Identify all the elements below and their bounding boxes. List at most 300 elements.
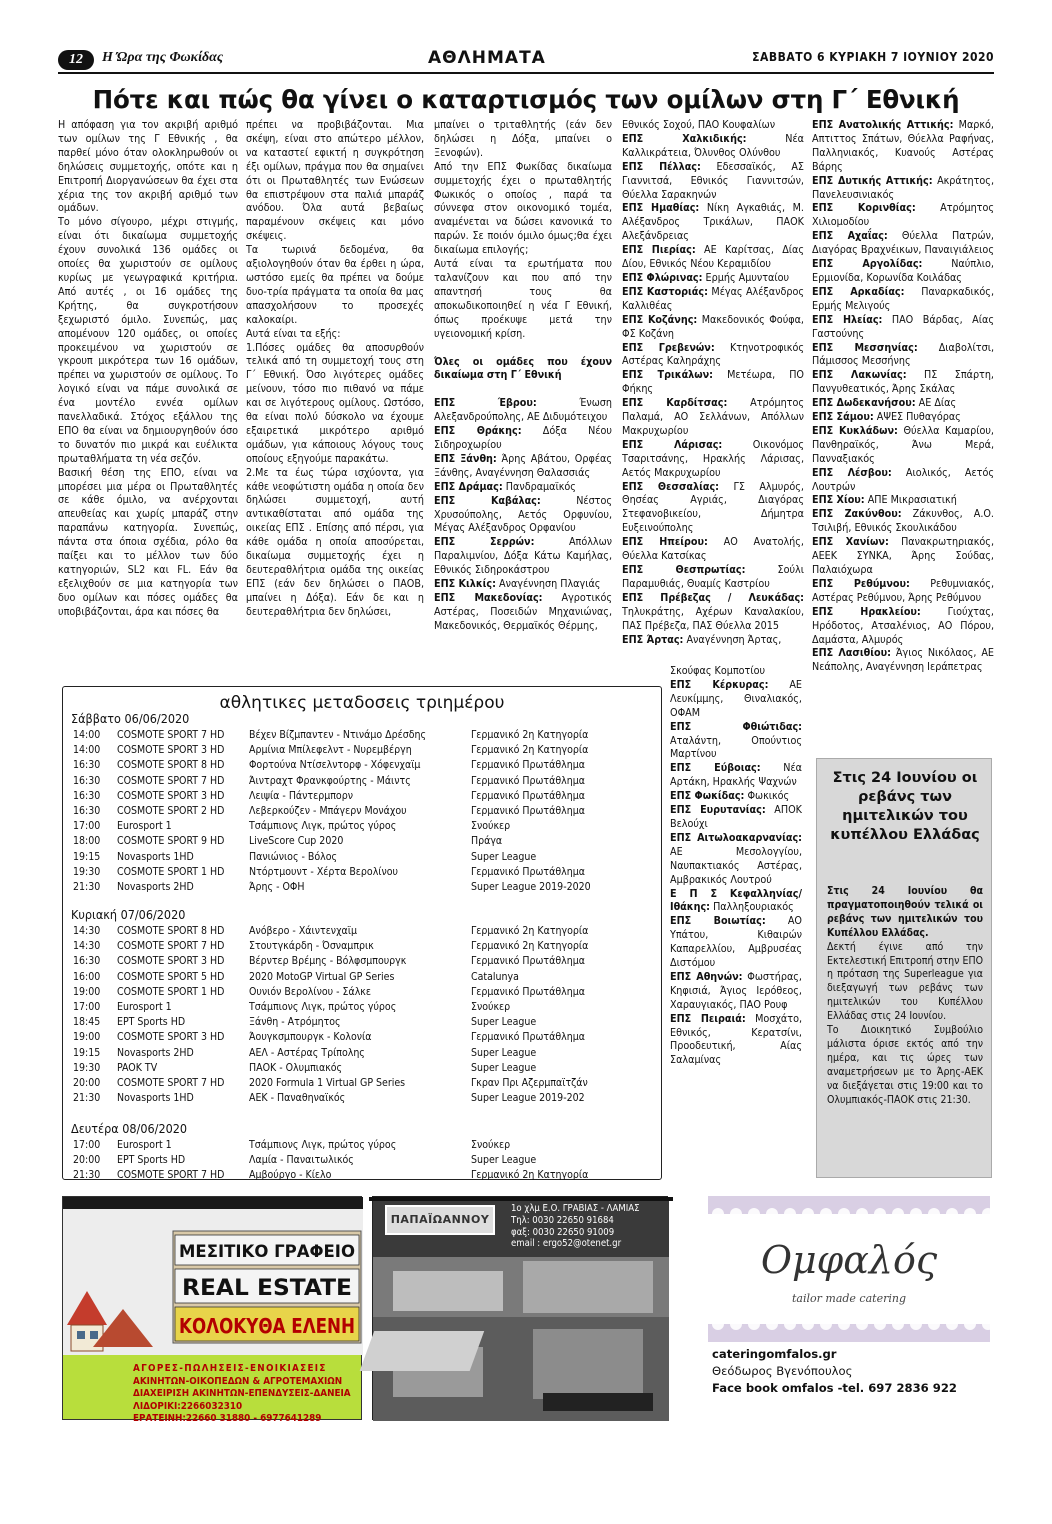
article-paragraph: Αυτά είναι τα εξής: bbox=[246, 326, 341, 340]
team-names: Ατρόμητος Παλαμά, ΑΟ Σελλάνων, Απόλλων Μακρυχωρίου bbox=[622, 396, 804, 437]
article-column-5 bbox=[812, 118, 994, 674]
broadcast-event: ΠΑΟΚ - Ολυμπιακός bbox=[249, 1061, 343, 1074]
cup-news-paragraph: Το Διοικητικό Συμβούλιο μάλιστα όρισε εκτός από την ημέρα, και τις ώρες των αναμετρήσεων με το Άρης-ΑΕΚ να διεξάγεται στις 19:00 και το Ολυμπιακός-ΠΑΟΚ στις 21:30. bbox=[827, 1024, 983, 1106]
broadcast-channel: COSMOTE SPORT 8 HD bbox=[117, 925, 225, 937]
team-names: ΑΕ Δίας bbox=[918, 396, 957, 410]
broadcast-event: Άρης - ΟΦΗ bbox=[249, 880, 305, 893]
newspaper-name: Η Ώρα της Φωκίδας bbox=[102, 50, 224, 65]
team-list-entry bbox=[622, 535, 804, 563]
tv-listing-row bbox=[73, 1168, 653, 1183]
real-estate-line: ΑΓΟΡΕΣ-ΠΩΛΗΣΕΙΣ-ΕΝΟΙΚΙΑΣΕΙΣ bbox=[133, 1363, 327, 1374]
team-list-entry bbox=[622, 480, 804, 536]
tv-listing-row bbox=[73, 1015, 653, 1030]
federation-label: Ε Π Σ Κεφαλληνίας/Ιθάκης: bbox=[670, 886, 802, 914]
spacer bbox=[434, 341, 612, 355]
tv-listing-row bbox=[73, 804, 653, 819]
team-list-entry bbox=[622, 160, 804, 202]
tv-day-heading: Σάββατο 06/06/2020 bbox=[71, 711, 190, 726]
team-names: Αναγέννηση Άρτας, bbox=[686, 632, 782, 646]
team-list-entry bbox=[434, 577, 612, 591]
federation-label: ΕΠΣ Φωκίδας: bbox=[670, 789, 745, 803]
federation-label: ΕΠΣ Θεσπρωτίας: bbox=[622, 563, 746, 576]
article-paragraph: μπαίνει ο τριταθλητής (εάν δεν δηλώσει η Δόξα, μπαίνει ο Ξενοφών). bbox=[434, 118, 612, 159]
broadcast-channel: COSMOTE SPORT 7 HD bbox=[117, 940, 225, 953]
tv-listing-row bbox=[73, 1061, 653, 1076]
broadcast-category: Γερμανικό Πρωτάθλημα bbox=[471, 804, 585, 817]
team-list-entry bbox=[812, 605, 994, 647]
broadcast-time: 18:00 bbox=[73, 835, 101, 848]
broadcast-channel: COSMOTE SPORT 7 HD bbox=[117, 774, 225, 787]
team-list-entry bbox=[622, 633, 804, 647]
team-list-entry bbox=[670, 831, 802, 887]
company-address: 1ο χλμ Ε.Ο. ΓΡΑΒΙΑΣ - ΛΑΜΙΑΣ bbox=[511, 1203, 640, 1214]
federation-label: ΕΠΣ Ηλείας: bbox=[812, 312, 883, 326]
broadcast-category: Πράγα bbox=[471, 835, 503, 848]
team-names: Άγιος Νικόλαος, ΑΕ Νεάπολης, Αναγέννηση Ιεράπετρας bbox=[812, 646, 994, 674]
tv-listing-row bbox=[73, 834, 653, 849]
federation-label: ΕΠΣ Κιλκίς: bbox=[434, 577, 496, 591]
construction-company-ad bbox=[372, 1196, 668, 1420]
team-names: Κτηνοτροφικός Αστέρας Καληράχης bbox=[622, 340, 804, 368]
team-list-entry bbox=[812, 424, 994, 466]
team-names: Ατρόμητος Χιλιομοδίου bbox=[812, 201, 994, 229]
broadcast-channel: COSMOTE SPORT 7 HD bbox=[117, 1076, 225, 1089]
federation-label: ΕΠΣ Φθιώτιδας: bbox=[670, 719, 802, 733]
broadcast-time: 21:30 bbox=[73, 1092, 101, 1105]
team-names: ΑΕ Καρίτσας, Δίας Δίου, Εθνικός Νέου Κεραμιδίου bbox=[622, 243, 805, 271]
team-list-entry bbox=[812, 341, 994, 369]
federation-label: ΕΠΣ Τρικάλων: bbox=[622, 368, 714, 382]
federation-label: ΕΠΣ Κέρκυρας: bbox=[670, 677, 769, 691]
team-list-entry bbox=[812, 368, 994, 396]
broadcast-category: Γερμανικό 2η Κατηγορία bbox=[471, 1169, 589, 1182]
team-list-entry bbox=[812, 410, 994, 424]
team-names: Νίκη Αγκαθιάς, Μ. Αλέξανδρος Τρικάλων, ΠΑΟΚ Αλεξάνδρειας bbox=[622, 201, 804, 243]
federation-label: ΕΠΣ Ζακύνθου: bbox=[812, 507, 902, 521]
broadcast-time: 19:30 bbox=[73, 865, 101, 878]
federation-label: ΕΠΣ Μακεδονίας: bbox=[434, 591, 543, 604]
team-list-entry bbox=[622, 438, 804, 480]
tv-listing-row bbox=[73, 789, 653, 804]
federation-label: ΕΠΣ Άρτας: bbox=[622, 632, 684, 646]
federation-label: ΕΠΣ Καρδίτσας: bbox=[622, 396, 728, 410]
broadcast-channel: Novasports 2HD bbox=[117, 880, 194, 893]
catering-website[interactable]: cateringomfalos.gr bbox=[712, 1347, 837, 1361]
tv-listing-row bbox=[73, 819, 653, 834]
page-header bbox=[58, 48, 994, 74]
team-names: Θύελλα Πατρών, Διαγόρας Βραχνέικων, Παναιγιάλειος bbox=[812, 229, 994, 257]
broadcast-channel: COSMOTE SPORT 8 HD bbox=[117, 759, 225, 772]
team-list bbox=[670, 664, 802, 1067]
article-paragraph: 2.Με τα έως τώρα ισχύοντα, για κάθε νεοφώτιστη ομάδα η οποία δεν δηλώσει συμμετοχή, αυτή αντικαθίσταται από ομάδα της οικείας ΕΠΣ . Επίσης από πέρσι, για κάθε ομάδα η οποία αποσύρεται, δικαίωμα συμμετοχής έχει η δευτεραθλήτρια ομάδα της οικείας ΕΠΣ (εάν δεν δηλώσει ο ΠΑΟΒ, μπαίνει η Δόξα). Εάν δε και η δευτεραθλήτρια δεν δηλώσει, bbox=[246, 465, 424, 618]
article-paragraph: πρέπει να προβιβάζονται. Μια σκέψη, είναι στο απώτερο μέλλον, να καταστεί εφικτή η συγκρότηση έξι ομίλων, πράγμα που θα σημαίνει ότι οι Πρωταθλητές των Ενώσεων θα επιστρέψουν στα παλιά μπαράζ ανόδου. Όλα αυτά βεβαίως παραμένουν σκέψεις και μόνο σκέψεις. bbox=[246, 118, 424, 243]
team-names: ΑΠΟΚ Βελούχι bbox=[670, 803, 802, 830]
company-email: email : ergo52@otenet.gr bbox=[511, 1238, 622, 1250]
team-list-entry bbox=[622, 368, 804, 396]
article-column-4-lower bbox=[670, 664, 802, 1067]
team-names: Ακράτητος, Πανελευσινιακός bbox=[812, 173, 994, 201]
broadcast-category: Γερμανικό 2η Κατηγορία bbox=[471, 729, 589, 741]
federation-label: ΕΠΣ Βοιωτίας: bbox=[670, 914, 766, 928]
team-names: Νέα Καλλικράτεια, Όλυνθος Ολύνθου bbox=[622, 131, 804, 159]
cup-news-lead: Στις 24 Ιουνίου θα πραγματοποιηθούν τελικά οι ρεβάνς των ημιτελικών του Κυπέλλου Ελλάδας. bbox=[827, 885, 983, 939]
tv-listing-row bbox=[73, 954, 653, 969]
tv-listings-title: αθλητικες μεταδοσεις τριημέρου bbox=[219, 693, 505, 713]
team-names: Σούλι Παραμυθιάς, Θυαμίς Καστρίου bbox=[622, 563, 804, 590]
team-names: Δόξα Νέου Σιδηροχωρίου bbox=[434, 424, 612, 452]
team-list-entry bbox=[812, 577, 994, 605]
broadcast-time: 18:45 bbox=[73, 1016, 101, 1029]
broadcast-time: 16:30 bbox=[73, 759, 101, 772]
team-list-entry bbox=[812, 257, 994, 285]
cup-news-paragraph: Δεκτή έγινε από την Εκτελεστική Επιτροπή στην ΕΠΟ η πρόταση της Superleague για διεξαγωγή των ρεβάνς των ημιτελικών του Κυπέλλου Ελλάδας στις 24 Ιουνίου. bbox=[827, 940, 983, 1023]
tv-listing-row bbox=[73, 728, 653, 743]
team-names: Νέα Αρτάκη, Ηρακλής Ψαχνών bbox=[670, 761, 802, 789]
real-estate-photo bbox=[63, 1197, 363, 1355]
broadcast-time: 16:30 bbox=[73, 955, 101, 968]
team-list-entry bbox=[812, 201, 994, 229]
federation-label: ΕΠΣ Κυκλάδων: bbox=[812, 423, 898, 437]
broadcast-time: 17:00 bbox=[73, 1139, 101, 1151]
broadcast-category: Γερμανικό 2η Κατηγορία bbox=[471, 744, 589, 757]
broadcast-channel: COSMOTE SPORT 5 HD bbox=[117, 970, 225, 983]
team-names: ΑΕ Μεσολογγίου, Ναυπακτιακός Αστέρας, Αμβρακικός Λουτρού bbox=[670, 844, 802, 886]
federation-label: ΕΠΣ Ημαθίας: bbox=[622, 201, 700, 215]
real-estate-ad bbox=[62, 1196, 362, 1425]
article-column-1 bbox=[58, 118, 238, 619]
article-paragraph: Το μόνο σίγουρο, μέχρι στιγμής, είναι ότι δικαίωμα συμμετοχής έχουν συνολικά 136 ομάδες οι οποίες θα χωριστούν σε ομίλους κυρίως με γεωγραφικά κριτήρια. Από αυτές , οι 16 ομάδες της Κρήτης, θα συγκροτήσουν ξεχωριστό όμιλο. Συνεπώς, μας απομένουν 120 ομάδες, οι οποίες προκειμένου να χωριστούν σε γκρουπ μικρότερα των 16 ομάδων, πρέπει να χωριστούν σε ομίλους. Το λογικό είναι να πάμε συνολικά σε ένα μοντέλο εννέα ομίλων πανελλαδικά. Στόχος εξάλλου της ΕΠΟ θα είναι να δημιουργηθούν όσο το δυνατόν πιο μικρά και ευέλικτα πρωταθλήματα τη νέα σεζόν. bbox=[58, 215, 238, 465]
federation-label: ΕΠΣ Ηπείρου: bbox=[622, 535, 708, 549]
federation-label: ΕΠΣ Πειραιά: bbox=[670, 1011, 746, 1025]
team-list-entry bbox=[434, 591, 612, 633]
broadcast-event: Λαμία - Παναιτωλικός bbox=[249, 1154, 354, 1167]
company-contact bbox=[511, 1203, 661, 1250]
broadcast-event: LiveScore Cup 2020 bbox=[249, 835, 344, 848]
team-list-entry bbox=[434, 424, 612, 452]
team-list-entry bbox=[812, 507, 994, 535]
team-list-entry bbox=[622, 271, 804, 285]
broadcast-time: 20:00 bbox=[73, 1154, 101, 1167]
team-list-entry bbox=[812, 466, 994, 494]
federation-label: ΕΠΣ Κοζάνης: bbox=[622, 312, 698, 326]
federation-label: ΕΠΣ Χαλκιδικής: bbox=[622, 131, 747, 145]
team-list-entry bbox=[434, 494, 612, 536]
broadcast-event: Αρμίνια Μπίλεφελντ - Νυρεμβέργη bbox=[249, 744, 412, 757]
team-list-entry bbox=[434, 396, 612, 424]
federation-label: ΕΠΣ Γρεβενών: bbox=[622, 340, 715, 354]
team-list-entry bbox=[434, 480, 612, 494]
article-paragraph: Από την ΕΠΣ Φωκίδας δικαίωμα συμμετοχής έχει ο πρωταθλητής Φωκικός ο οποίος , παρά τα σύννεφα στον οικονομικό τομέα, αναμένεται να δώσει κανονικά το παρών. Σε ποιόν όμιλο όμως;θα έχει δικαίωμα επιλογής; bbox=[434, 159, 612, 257]
team-names: Οικονόμος Τσαριτσάνης, Ηρακλής Λάρισας, Αετός Μακρυχωρίου bbox=[622, 437, 804, 479]
tv-listing-row bbox=[73, 924, 653, 939]
team-list-entry bbox=[622, 285, 804, 313]
broadcast-event: Λεβερκούζεν - Μπάγερν Μονάχου bbox=[249, 804, 407, 817]
team-names: Μετέωρα, ΠΟ Φήκης bbox=[622, 368, 804, 396]
broadcast-event: Φορτούνα Ντίσελντορφ - Χόφενχαϊμ bbox=[249, 759, 421, 772]
team-names: Νέστος Χρυσούπολης, Αετός Ορφυνίου, Μέγας Αλέξανδρος Ορφανίου bbox=[434, 493, 612, 535]
team-list-entry bbox=[622, 201, 804, 243]
team-names: Μαρκό, Απτιττος Σπάτων, Θύελλα Ραφήνας, Παλληνιακός, Κυανούς Αστέρας Βάρης bbox=[812, 118, 994, 173]
team-list-entry bbox=[670, 914, 802, 970]
broadcast-category: Super League bbox=[471, 1016, 537, 1029]
broadcast-event: Τσάμπιονς Λιγκ, πρώτος γύρος bbox=[249, 820, 397, 833]
broadcast-category: Γερμανικό Πρωτάθλημα bbox=[471, 1031, 585, 1044]
team-names: Ερμής Αμυνταίου bbox=[705, 270, 790, 284]
real-estate-line: ΔΙΑΧΕΙΡΙΣΗ ΑΚΙΝΗΤΩΝ-ΕΠΕΝΔΥΣΕΙΣ-ΔΑΝΕΙΑ bbox=[133, 1388, 351, 1400]
article-paragraph: 1.Πόσες ομάδες θα αποσυρθούν τελικά από τη συμμετοχή τους στη Γ΄ Εθνική. Όσο λιγότερες ομάδες μείνουν, τόσο πιο πιθανό να πάμε και σε λιγότερους ομίλους. Ωστόσο, θα είναι πολύ δύσκολο να έχουμε εξαιρετικά μικρότερο αριθμό ομάδων, για κάποιους λόγους τους οποίους εξηγούμε παρακάτω. bbox=[246, 340, 424, 465]
team-list-entry bbox=[670, 720, 802, 762]
team-names: Διαβολίτσι, Πάμισσος Μεσσήνης bbox=[812, 340, 994, 368]
broadcast-category: Γερμανικό Πρωτάθλημα bbox=[471, 865, 585, 878]
catering-person: Θεόδωρος Βγενόπουλος bbox=[712, 1363, 853, 1378]
team-list-entry bbox=[622, 591, 804, 633]
federation-label: ΕΠΣ Λέσβου: bbox=[812, 465, 892, 479]
team-names: Τηλυκράτης, Αχέρων Καναλακίου, ΠΑΣ Πρέβεζα, ΠΑΣ Θύελλα 2015 bbox=[622, 604, 804, 632]
broadcast-event: Λειψία - Πάντερμπορν bbox=[249, 789, 353, 802]
team-list bbox=[622, 118, 804, 646]
team-list-entry bbox=[434, 535, 612, 577]
real-estate-line: ΑΚΙΝΗΤΩΝ-ΟΙΚΟΠΕΔΩΝ & ΑΓΡΟΤΕΜΑΧΙΩΝ bbox=[133, 1375, 343, 1387]
team-names: Παναρκαδικός, Ερμής Μελιγούς bbox=[812, 284, 994, 312]
broadcast-event: ΑΕΚ - Παναθηναϊκός bbox=[249, 1092, 346, 1105]
team-names: Φωκικός bbox=[747, 789, 790, 803]
team-list-subhead: Όλες οι ομάδες που έχουν δικαίωμα στη Γ΄ Εθνική bbox=[434, 354, 612, 382]
broadcast-channel: Eurosport 1 bbox=[117, 1139, 172, 1151]
sign-line-3: ΚΟΛΟΚΥΘΑ ΕΛΕΝΗ bbox=[179, 1314, 355, 1338]
federation-label: ΕΠΣ Φλώρινας: bbox=[622, 270, 703, 284]
broadcast-category: Γκραν Πρι Αζερμπαϊτζάν bbox=[471, 1076, 588, 1089]
tv-day-heading: Κυριακή 07/06/2020 bbox=[71, 907, 186, 922]
team-list-entry bbox=[622, 243, 804, 271]
broadcast-category: Γερμανικό Πρωτάθλημα bbox=[471, 789, 585, 802]
broadcast-event: Αμβούργο - Κίελο bbox=[249, 1169, 332, 1182]
team-names: Αιολικός, Αετός Λουτρών bbox=[812, 465, 994, 493]
team-list-entry bbox=[670, 761, 802, 789]
real-estate-line: ΕΡΑΤΕΙΝΗ:22660 31880 - 6977641289 bbox=[133, 1413, 322, 1425]
broadcast-time: 20:00 bbox=[73, 1076, 101, 1089]
article-column-4 bbox=[622, 118, 804, 646]
article-column-2 bbox=[246, 118, 424, 619]
broadcast-event: ΑΕΛ - Αστέρας Τρίπολης bbox=[249, 1046, 365, 1059]
broadcast-channel: Eurosport 1 bbox=[117, 820, 172, 833]
team-names: ΑΟ Υπάτου, Κιθαιρών Καπαρελλίου, Αμβρυσέας Διστόμου bbox=[670, 914, 802, 970]
tv-listings-box bbox=[62, 686, 662, 1180]
team-list-entry bbox=[812, 493, 994, 507]
company-fax: φαξ: 0030 22650 91009 bbox=[511, 1226, 615, 1238]
broadcast-channel: COSMOTE SPORT 2 HD bbox=[117, 804, 225, 817]
broadcast-event: Άουγκσμπουργκ - Κολονία bbox=[249, 1031, 372, 1044]
team-names: ΠΣ Σπάρτη, Πανγυθεατικός, Άρης Σκάλας bbox=[812, 368, 994, 396]
tv-listing-row bbox=[73, 743, 653, 758]
federation-label: ΕΠΣ Εύβοιας: bbox=[670, 761, 761, 775]
team-names: Ναύπλιο, Ερμιονίδα, Κορωνίδα Κοιλάδας bbox=[812, 257, 994, 284]
article-headline: Πότε και πώς θα γίνει ο καταρτισμός των ομίλων στη Γ΄ Εθνική bbox=[92, 85, 960, 114]
federation-label: ΕΠΣ Καστοριάς: bbox=[622, 284, 708, 298]
broadcast-category: Γερμανικό Πρωτάθλημα bbox=[471, 985, 585, 998]
broadcast-event: 2020 MotoGP Virtual GP Series bbox=[249, 970, 395, 983]
federation-label: ΕΠΣ Δωδεκανήσου: bbox=[812, 396, 916, 410]
broadcast-category: Super League bbox=[471, 1061, 537, 1074]
tv-listing-row bbox=[73, 865, 653, 880]
tv-listing-row bbox=[73, 939, 653, 954]
sign-line-1: ΜΕΣΙΤΙΚΟ ΓΡΑΦΕΙΟ bbox=[179, 1242, 355, 1262]
article-paragraph: Τα τωρινά δεδομένα, θα αξιολογηθούν όταν θα έρθει η ώρα, ωστόσο εμείς θα πρέπει να δούμε δυο-τρία πράγματα τα οποία θα μας απασχολήσουν το προσεχές καλοκαίρι. bbox=[246, 243, 424, 326]
team-list-entry bbox=[812, 229, 994, 257]
broadcast-channel: COSMOTE SPORT 3 HD bbox=[117, 744, 225, 757]
federation-label: ΕΠΣ Έβρου: bbox=[434, 396, 537, 410]
broadcast-time: 19:00 bbox=[73, 1031, 101, 1044]
broadcast-channel: COSMOTE SPORT 3 HD bbox=[117, 789, 225, 802]
broadcast-channel: COSMOTE SPORT 9 HD bbox=[117, 835, 225, 848]
broadcast-time: 16:30 bbox=[73, 774, 101, 787]
tv-day-rows bbox=[73, 728, 653, 895]
federation-label: ΕΠΣ Καβάλας: bbox=[434, 493, 541, 507]
broadcast-time: 14:30 bbox=[73, 925, 101, 937]
federation-label: ΕΠΣ Πέλλας: bbox=[622, 159, 701, 173]
team-list-entry bbox=[622, 396, 804, 438]
broadcast-time: 14:00 bbox=[73, 744, 101, 757]
federation-label: ΕΠΣ Κορινθίας: bbox=[812, 201, 916, 215]
article-paragraph: Αυτά είναι τα ερωτήματα που ταλανίζουν και που από την απαντησή τους θα αποκωδικοποιηθεί η νέα Γ Εθνική, όπως προέκυψε μετά την υγειονομική κρίση. bbox=[434, 257, 612, 340]
broadcast-event: Τσάμπιονς Λιγκ, πρώτος γύρος bbox=[249, 1139, 397, 1151]
tv-listing-row bbox=[73, 1030, 653, 1045]
federation-label: ΕΠΣ Μεσσηνίας: bbox=[812, 340, 918, 354]
team-names: Πανακρωτηριακός, ΑΕΕΚ ΣΥΝΚΑ, Άρης Σούδας, Παλαιόχωρα bbox=[812, 535, 994, 576]
federation-label: ΕΠΣ Λάρισας: bbox=[622, 437, 723, 451]
team-list-entry bbox=[670, 1012, 802, 1068]
team-names: Αναγέννηση Πλαγιάς bbox=[499, 577, 601, 591]
broadcast-time: 16:30 bbox=[73, 789, 101, 802]
team-list-entry bbox=[622, 341, 804, 369]
broadcast-channel: COSMOTE SPORT 7 HD bbox=[117, 1169, 225, 1182]
broadcast-time: 19:00 bbox=[73, 985, 101, 998]
broadcast-time: 19:30 bbox=[73, 1061, 101, 1074]
broadcast-channel: EPT Sports HD bbox=[117, 1016, 186, 1029]
team-names: Εδεσσαϊκός, ΑΣ Γιαννιτσά, Εθνικός Γιαννιτσών, Θύελλα Σαρακηνών bbox=[622, 159, 804, 201]
team-names: Εθνικός Σοχού, ΠΑΟ Κουφαλίων bbox=[622, 118, 776, 131]
catering-tagline: tailor made catering bbox=[792, 1292, 906, 1305]
article-paragraph: Βασική θέση της ΕΠΟ, είναι να μπορέσει μια μέρα οι Πρωταθλητές σε κάθε όμιλο, να ανέρχονται απευθείας και χωρίς μπαράζ στην παραπάνω κατηγορία. Συνεπώς, πάντα στα όποια σχέδια, ρόλο θα παίξει και το μέλλον των δύο κατηγοριών, SL2 και FL. Εάν θα εξελιχθούν σε μια κατηγορία των δυο ομίλων και πόσες ομάδες θα υποβιβάζονται, άρα και πόσες θα bbox=[58, 465, 238, 618]
team-list-entry bbox=[622, 313, 804, 341]
team-names: ΓΣ Αλμυρός, Θησέας Αγριάς, Διαγόρας Στεφανοβικείου, Δήμητρα Ευξεινούπολης bbox=[622, 479, 804, 535]
tv-listing-row bbox=[73, 1153, 653, 1168]
federation-label: ΕΠΣ Ανατολικής Αττικής: bbox=[812, 118, 954, 131]
team-names: Ένωση Αλεξανδρούπολης, ΑΕ Διδυμότειχου bbox=[434, 396, 612, 424]
team-list-entry bbox=[812, 396, 994, 410]
team-names: ΑΠΕ Μικρασιατική bbox=[867, 493, 957, 507]
broadcast-category: Γερμανικό Πρωτάθλημα bbox=[471, 774, 585, 787]
cup-news-heading: Στις 24 Ιουνίου οι ρεβάνς των ημιτελικών του κυπέλλου Ελλάδας bbox=[830, 770, 980, 843]
team-names: Αγροτικός Αστέρας, Ποσειδών Μηχανιώνας, Μακεδονικός, Θερμαϊκός Θέρμης, bbox=[434, 591, 612, 632]
broadcast-category: Γερμανικό Πρωτάθλημα bbox=[471, 759, 585, 772]
article-column-3 bbox=[434, 118, 612, 633]
team-list-entry bbox=[812, 646, 994, 674]
broadcast-channel: COSMOTE SPORT 1 HD bbox=[117, 985, 225, 998]
team-list-entry bbox=[434, 452, 612, 480]
tv-day-rows bbox=[73, 1138, 653, 1184]
sign-line-2: REAL ESTATE bbox=[182, 1276, 352, 1301]
broadcast-event: Άιντραχτ Φρανκφούρτης - Μάιντς bbox=[249, 774, 411, 787]
tv-listing-row bbox=[73, 1046, 653, 1061]
federation-label: ΕΠΣ Πιερίας: bbox=[622, 243, 696, 257]
broadcast-category: Super League 2019-2020 bbox=[471, 880, 591, 893]
team-list-entry bbox=[812, 174, 994, 202]
article-paragraph: Η απόφαση για τον ακριβή αριθμό των ομίλων της Γ Εθνικής , θα παρθεί μόνο όταν ολοκληρωθούν οι δηλώσεις συμμετοχής, οπότε και η Επιτροπή Διοργανώσεων θα έχει στα χέρια της τον ακριβή αριθμό των ομάδων. bbox=[58, 118, 238, 215]
broadcast-channel: COSMOTE SPORT 3 HD bbox=[117, 1031, 225, 1044]
tv-listing-row bbox=[73, 1076, 653, 1091]
catering-facebook: Face book omfalos -tel. 697 2836 922 bbox=[712, 1380, 957, 1395]
team-names: Φωστήρας, Κηφισιά, Άγιος Ιερόθεος, Χαραυγιακός, ΠΑΟ Ρουφ bbox=[670, 969, 802, 1011]
catering-logo: Ομφαλός bbox=[760, 1238, 938, 1282]
federation-label: ΕΠΣ Λασιθίου: bbox=[812, 646, 891, 660]
broadcast-channel: Eurosport 1 bbox=[117, 1000, 172, 1013]
tv-day-heading: Δευτέρα 08/06/2020 bbox=[71, 1121, 188, 1136]
team-names: Παλληξουριακός bbox=[713, 900, 794, 914]
broadcast-time: 21:30 bbox=[73, 880, 101, 893]
broadcast-time: 17:00 bbox=[73, 1000, 101, 1013]
team-names: ΠΑΟ Βάρδας, Αίας Γαστούνης bbox=[812, 312, 994, 340]
broadcast-category: Super League bbox=[471, 1154, 537, 1167]
spacer bbox=[434, 382, 612, 396]
team-list-entry bbox=[670, 887, 802, 915]
broadcast-event: Τσάμπιονς Λιγκ, πρώτος γύρος bbox=[249, 1000, 397, 1013]
tv-listing-row bbox=[73, 985, 653, 1000]
broadcast-channel: PAOK TV bbox=[117, 1061, 158, 1074]
team-names: Άρης Αβάτου, Ορφέας Ξάνθης, Αναγέννηση Θαλασσιάς bbox=[434, 451, 613, 479]
broadcast-event: Βέχεν Βίζμπαντεν - Ντινάμο Δρέσδης bbox=[249, 729, 427, 741]
tv-listing-row bbox=[73, 758, 653, 773]
tv-listing-row bbox=[73, 1091, 653, 1106]
broadcast-time: 16:30 bbox=[73, 804, 101, 817]
broadcast-event: Βέρντερ Βρέμης - Βόλφσμπουργκ bbox=[249, 955, 407, 968]
broadcast-time: 16:00 bbox=[73, 970, 101, 983]
tv-listing-row bbox=[73, 850, 653, 865]
broadcast-channel: Novasports 1HD bbox=[117, 1092, 194, 1105]
tv-day-rows bbox=[73, 924, 653, 1106]
team-list-entry bbox=[622, 563, 804, 591]
broadcast-channel: Novasports 2HD bbox=[117, 1046, 194, 1059]
tv-listing-row bbox=[73, 880, 653, 895]
broadcast-category: Γερμανικό 2η Κατηγορία bbox=[471, 925, 589, 937]
federation-label: ΕΠΣ Αθηνών: bbox=[670, 969, 743, 983]
team-names: Ζάκυνθος, Α.Ο. Τσιλιβή, Εθνικός Σκουλικάδου bbox=[812, 507, 994, 535]
tv-listing-row bbox=[73, 970, 653, 985]
team-names: Μακεδονικός Φούφα, ΦΣ Κοζάνη bbox=[622, 312, 804, 340]
broadcast-channel: Novasports 1HD bbox=[117, 850, 194, 863]
catering-card bbox=[708, 1196, 990, 1342]
broadcast-category: Σνούκερ bbox=[471, 1139, 511, 1151]
broadcast-category: Super League bbox=[471, 1046, 537, 1059]
team-list-entry bbox=[812, 313, 994, 341]
federation-label: ΕΠΣ Θεσσαλίας: bbox=[622, 479, 720, 493]
team-list-entry bbox=[812, 118, 994, 174]
section-name: ΑΘΛΗΜΑΤΑ bbox=[428, 48, 546, 68]
broadcast-time: 21:30 bbox=[73, 1169, 101, 1182]
broadcast-channel: EPT Sports HD bbox=[117, 1154, 186, 1167]
team-names: ΑΨΕΣ Πυθαγόρας bbox=[876, 410, 961, 424]
broadcast-time: 14:30 bbox=[73, 940, 101, 953]
federation-label: ΕΠΣ Χανίων: bbox=[812, 535, 889, 549]
federation-label: ΕΠΣ Ρεθύμνου: bbox=[812, 576, 910, 590]
broadcast-category: Γερμανικό Πρωτάθλημα bbox=[471, 955, 585, 968]
broadcast-time: 19:15 bbox=[73, 1046, 101, 1059]
issue-date: ΣΑΒΒΑΤΟ 6 ΚΥΡΙΑΚΗ 7 ΙΟΥΝΙΟΥ 2020 bbox=[752, 50, 994, 64]
federation-label: ΕΠΣ Αχαΐας: bbox=[812, 229, 888, 243]
federation-label: ΕΠΣ Αιτωλοακαρνανίας: bbox=[670, 830, 802, 844]
team-names: Μοσχάτο, Εθνικός, Κερατσίνι, Προοδευτική, Αίας Σαλαμίνας bbox=[670, 1011, 802, 1067]
team-list-entry bbox=[670, 803, 802, 831]
federation-label: ΕΠΣ Σάμου: bbox=[812, 410, 874, 424]
